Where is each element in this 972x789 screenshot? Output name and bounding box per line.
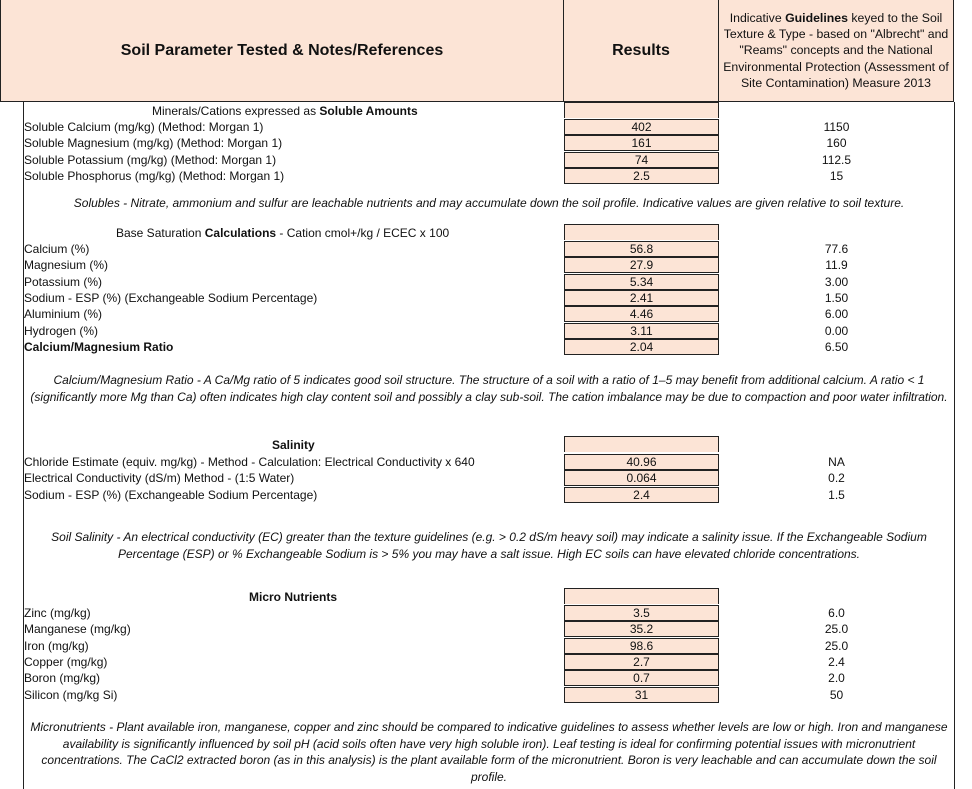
guideline-cell: 6.50: [824, 339, 849, 354]
header-guidelines-cell: [719, 0, 954, 102]
guideline-cell: 15: [829, 168, 844, 183]
micro-nutrients-note: Micronutrients - Plant available iron, manganese, copper and zinc should be compared to indicative guidelines to assess whether levels are low or high. Iron and manganese availability is significantly influenced by soil pH (acid soils often have very high soluble iron). Leaf testing is ideal for confirming potential issues with micronutrient concentrations. The CaCl2 extracted boron (as in this analysis) is the plant available form of the micronutrient. Boron is very leachable and can accumulate down the soil profile.: [30, 720, 948, 784]
row-label: Silicon (mg/kg Si): [24, 687, 118, 702]
result-cell: 0.064: [564, 470, 719, 486]
guideline-cell: 0.00: [824, 323, 849, 338]
result-cell: 56.8: [564, 241, 719, 257]
result-cell: 0.7: [564, 670, 719, 686]
row-label: Soluble Potassium (mg/kg) (Method: Morgan 1): [24, 152, 277, 167]
salinity-note: Soil Salinity - An electrical conductivity (EC) greater than the texture guidelines (e.g. > 0.2 dS/m heavy soil) may indicate a salinity issue. If the Exchangeable Sodium Percentage (ESP) or % Exchangeable Sodium is > 5% you may have a salt issue. High EC soils can have elevated chloride concentrations.: [51, 530, 927, 561]
row-label: Chloride Estimate (equiv. mg/kg) - Method - Calculation: Electrical Conductivity x 640: [24, 455, 475, 469]
soluble-section-title: Minerals/Cations expressed as Soluble Amounts: [152, 104, 418, 118]
result-cell: 5.34: [564, 274, 719, 290]
row-label: Soluble Calcium (mg/kg) (Method: Morgan 1): [24, 120, 264, 134]
row-label: Boron (mg/kg): [24, 671, 101, 686]
guideline-cell: 2.4: [828, 654, 845, 669]
result-cell: 98.6: [564, 638, 719, 654]
result-cell: 35.2: [564, 621, 719, 637]
guideline-cell: 2.0: [828, 671, 845, 686]
row-label: Manganese (mg/kg): [24, 622, 131, 637]
base-saturation-result-spacer: [564, 224, 719, 240]
result-cell: 2.4: [564, 487, 719, 503]
header-results-cell: [564, 0, 719, 102]
guideline-cell: 6.0: [828, 606, 845, 620]
row-label: Hydrogen (%): [24, 323, 99, 338]
result-cell: 2.04: [564, 339, 719, 355]
row-label: Sodium - ESP (%) (Exchangeable Sodium Percentage): [24, 290, 318, 305]
soluble-section-result-spacer: [564, 102, 719, 118]
right-border: [954, 102, 955, 789]
result-cell: 2.7: [564, 654, 719, 670]
guideline-cell: NA: [828, 455, 845, 469]
parameter-column-title: Soil Parameter Tested & Notes/References: [120, 41, 444, 59]
row-label: Zinc (mg/kg): [24, 606, 91, 620]
base-saturation-section-title: Base Saturation Calculations - Cation cmol+/kg / ECEC x 100: [116, 226, 450, 240]
row-label: Magnesium (%): [24, 258, 109, 273]
result-cell: 2.5: [564, 168, 719, 184]
results-column-title: Results: [612, 41, 670, 59]
guideline-cell: 1150: [823, 120, 850, 134]
result-cell: 402: [564, 119, 719, 135]
row-label: Sodium - ESP (%) (Exchangeable Sodium Percentage): [24, 487, 318, 502]
soluble-note: Solubles - Nitrate, ammonium and sulfur are leachable nutrients and may accumulate down the soil profile. Indicative values are given relative to soil texture.: [73, 196, 905, 210]
result-cell: 3.11: [564, 323, 719, 339]
guideline-cell: 1.50: [824, 290, 849, 305]
result-cell: 3.5: [564, 605, 719, 621]
result-cell: 74: [564, 152, 719, 168]
guideline-cell: 112.5: [821, 152, 852, 167]
result-cell: 27.9: [564, 257, 719, 273]
result-cell: 31: [564, 687, 719, 703]
guideline-cell: 11.9: [825, 258, 848, 273]
micro-nutrients-section-title: Micro Nutrients: [249, 590, 338, 604]
guideline-cell: 3.00: [824, 274, 849, 289]
guideline-cell: 160: [826, 136, 847, 151]
guideline-cell: 50: [829, 687, 844, 702]
base-saturation-note: Calcium/Magnesium Ratio - A Ca/Mg ratio of 5 indicates good soil structure. The structure of a soil with a ratio of 1–5 may benefit from additional calcium. A ratio < 1 (significantly more Mg than Ca) often indicates high clay content soil and possibly a clay sub-soil. The cation imbalance may be due to compaction and poor water infiltration.: [30, 373, 948, 404]
result-cell: 2.41: [564, 290, 719, 306]
salinity-section-title: Salinity: [272, 438, 315, 452]
row-label: Copper (mg/kg): [24, 654, 108, 669]
guideline-cell: 25.0: [824, 622, 849, 637]
header-parameter-cell: [0, 0, 564, 102]
micro-nutrients-result-spacer: [564, 588, 719, 604]
guideline-cell: 1.5: [828, 487, 845, 502]
row-label: Soluble Phosphorus (mg/kg) (Method: Morgan 1): [24, 168, 285, 183]
guideline-cell: 77.6: [824, 242, 849, 256]
guideline-cell: 25.0: [824, 638, 849, 653]
row-label: Aluminium (%): [24, 307, 103, 322]
row-label: Iron (mg/kg): [24, 638, 89, 653]
guidelines-column-title: Indicative Guidelines keyed to the Soil Texture & Type - based on "Albrecht" and "Reams" concepts and the National Environmental Protection (Assessment of Site Contamination) Measure 2013: [723, 10, 949, 90]
row-label: Calcium/Magnesium Ratio: [24, 339, 174, 354]
row-label: Potassium (%): [24, 274, 103, 289]
result-cell: 40.96: [564, 454, 719, 470]
guideline-cell: 6.00: [824, 307, 849, 322]
row-label: Soluble Magnesium (mg/kg) (Method: Morgan 1): [24, 136, 283, 151]
salinity-result-spacer: [564, 436, 719, 452]
row-label: Electrical Conductivity (dS/m) Method - (1:5 Water): [24, 471, 295, 486]
result-cell: 161: [564, 135, 719, 151]
row-label: Calcium (%): [24, 242, 90, 256]
guideline-cell: 0.2: [828, 471, 845, 486]
result-cell: 4.46: [564, 306, 719, 322]
